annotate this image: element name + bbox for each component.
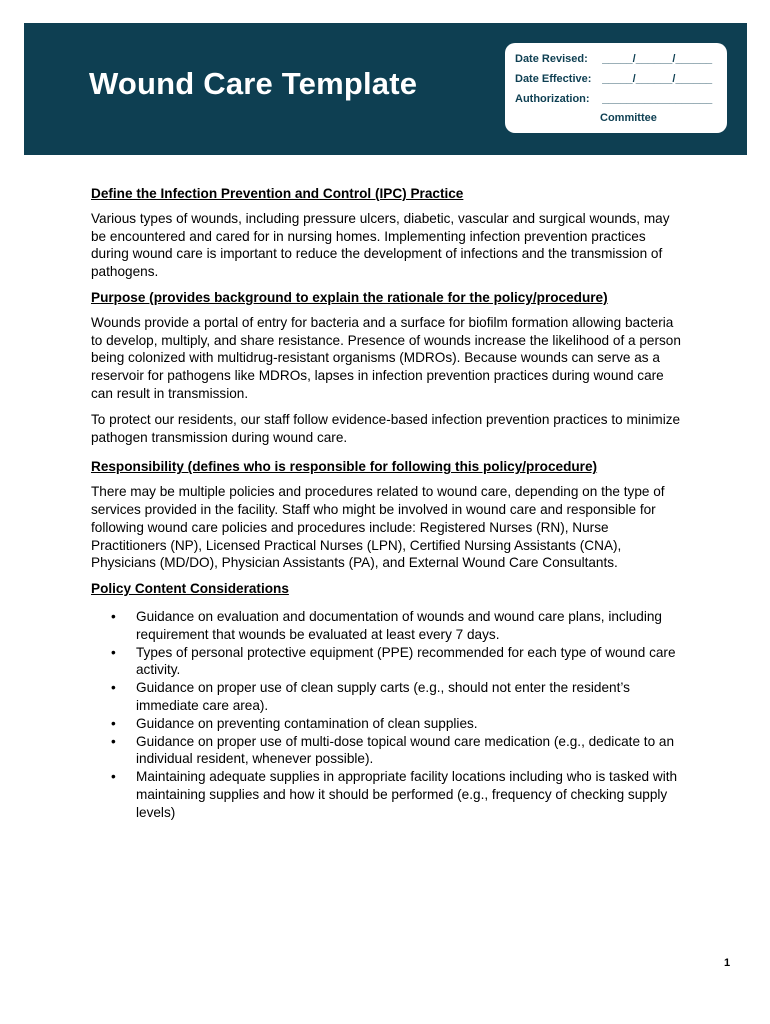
- define-paragraph: Various types of wounds, including pressure ulcers, diabetic, vascular and surgical wounds, may be encountered and cared for in nursing homes. Implementing infection prevention practices during wound care is important to reduce the development of infections and the transmission of pathogens.: [91, 210, 670, 280]
- list-item: [91, 768, 683, 821]
- date-effective-field[interactable]: _____/______/______: [602, 73, 713, 85]
- committee-label: Committee: [600, 112, 657, 124]
- document-title: Wound Care Template: [89, 66, 418, 101]
- page-number: 1: [724, 957, 731, 969]
- list-item: [91, 715, 683, 733]
- bullet-icon: •: [111, 644, 116, 660]
- list-item-text: Guidance on evaluation and documentation of wounds and wound care plans, including requirement that wounds be evaluated at least every 7 days.: [136, 608, 662, 642]
- bullet-icon: •: [111, 715, 116, 731]
- revision-info-box: [505, 43, 727, 133]
- header-banner: [24, 23, 747, 155]
- date-effective-label: Date Effective:: [515, 73, 592, 85]
- bullet-icon: •: [111, 680, 116, 696]
- authorization-label: Authorization:: [515, 93, 590, 105]
- list-item: [91, 608, 683, 644]
- list-item-text: Guidance on proper use of clean supply carts (e.g., should not enter the resident’s immediate care area).: [136, 680, 630, 713]
- purpose-paragraph-2: To protect our residents, our staff follow evidence-based infection prevention practices to minimize pathogen transmission during wound care.: [91, 411, 681, 445]
- bullet-icon: •: [111, 769, 116, 785]
- bullet-icon: •: [111, 733, 116, 749]
- list-item: [91, 644, 683, 680]
- date-revised-row: [515, 53, 712, 65]
- list-item-text: Types of personal protective equipment (PPE) recommended for each type of wound care activity.: [136, 644, 676, 678]
- list-item-text: Maintaining adequate supplies in appropriate facility locations including who is tasked with maintaining supplies and how it should be performed (e.g., frequency of checking supply levels): [136, 769, 678, 820]
- responsibility-paragraph: There may be multiple policies and procedures related to wound care, depending on the type of services provided in the facility. Staff who might be involved in wound care and responsible for following wound care policies and procedures include: Registered Nurses (RN), Nurse Practitioners (NP), Licensed Practical Nurses (LPN), Certified Nursing Assistants (CNA), Physicians (MD/DO), Physician Assistants (PA), and External Wound Care Consultants.: [91, 484, 665, 571]
- document-body: [91, 185, 683, 822]
- define-heading: Define the Infection Prevention and Control (IPC) Practice: [91, 186, 464, 201]
- authorization-field[interactable]: __________________: [602, 93, 713, 105]
- list-item-text: Guidance on preventing contamination of clean supplies.: [136, 715, 478, 731]
- purpose-heading: Purpose (provides background to explain the rationale for the policy/procedure): [91, 289, 608, 305]
- policy-list: [91, 608, 683, 822]
- list-item: [91, 733, 683, 769]
- authorization-row: [515, 93, 712, 105]
- date-effective-row: [515, 73, 712, 85]
- purpose-paragraph-1: Wounds provide a portal of entry for bacteria and a surface for biofilm formation allowing bacteria to develop, multiply, and share resistance. Presence of wounds increase the likelihood of a person being colonized with multidrug-resistant organisms (MDROs). Because wounds can serve as a reservoir for pathogens like MDROs, lapses in infection prevention practices during wound care can result in transmission.: [91, 314, 681, 401]
- date-revised-label: Date Revised:: [515, 53, 588, 65]
- responsibility-heading: Responsibility (defines who is responsible for following this policy/procedure): [91, 459, 598, 475]
- list-item: [91, 679, 683, 715]
- policy-heading: Policy Content Considerations: [91, 581, 289, 597]
- list-item-text: Guidance on proper use of multi-dose topical wound care medication (e.g., dedicate to an individual resident, whenever possible).: [136, 733, 675, 767]
- date-revised-field[interactable]: _____/______/______: [602, 53, 713, 65]
- bullet-icon: •: [111, 608, 116, 624]
